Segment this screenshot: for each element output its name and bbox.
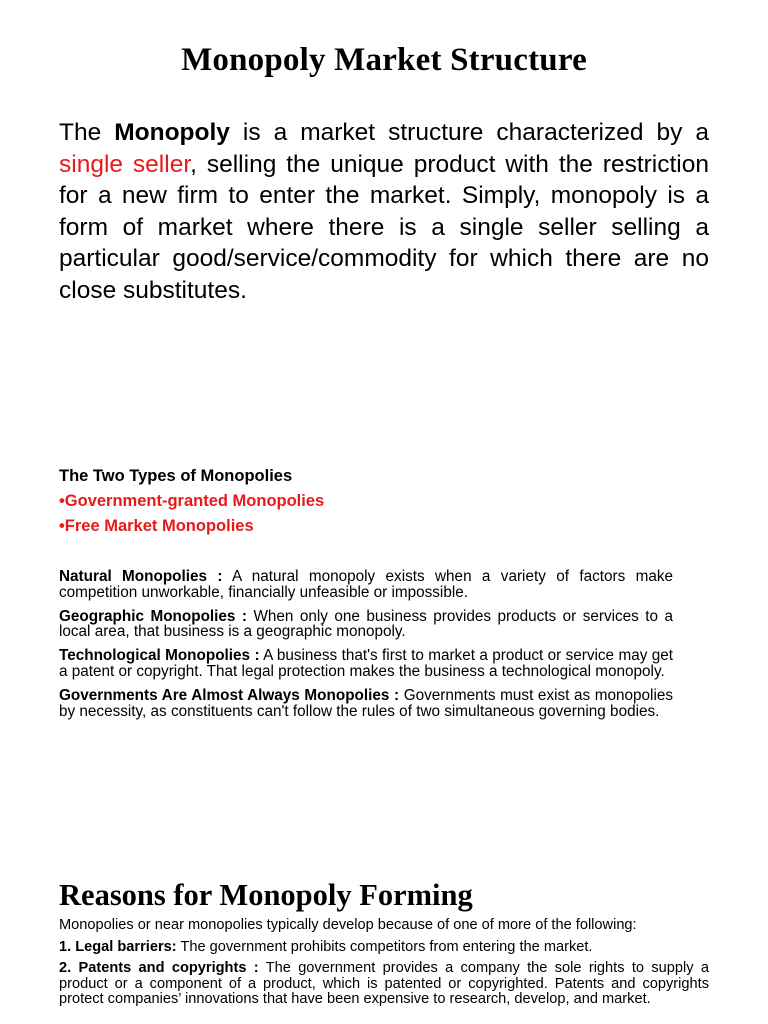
reasons-heading: Reasons for Monopoly Forming <box>59 878 473 912</box>
intro-part2: , selling the unique product with the restriction for a new firm to enter the market. Simply, monopoly is a form of market where there is a single seller selling a particular good/service/commodity for which there are no close substitutes. <box>59 150 710 304</box>
definition-text: When only one business provides products or services to a local area, that business is a geographic monopoly. <box>59 607 673 641</box>
definition-term: Natural Monopolies : <box>59 568 223 585</box>
intro-paragraph <box>59 117 709 307</box>
reason-label: 1. Legal barriers: <box>59 938 177 955</box>
types-item-free-market: •Free Market Monopolies <box>59 517 254 535</box>
definition-term: Governments Are Almost Always Monopolies : <box>59 686 400 704</box>
reasons-section <box>59 918 709 1014</box>
definition-technological <box>59 648 673 680</box>
definition-text: A business that's first to market a product or service may get a patent or copyright. That legal protection makes the business a technological monopoly. <box>59 647 673 680</box>
intro-term: Monopoly <box>114 119 230 146</box>
definitions-section <box>59 569 673 719</box>
reason-label: 2. Patents and copyrights : <box>59 960 259 977</box>
intro-lead: The <box>59 119 115 146</box>
definition-geographic <box>59 609 673 641</box>
monopoly-types-section <box>59 464 709 539</box>
definition-governments <box>59 688 673 720</box>
types-heading: The Two Types of Monopolies <box>59 467 293 485</box>
definition-term: Technological Monopolies : <box>59 647 260 665</box>
definition-term: Geographic Monopolies : <box>59 607 247 625</box>
reasons-intro: Monopolies or near monopolies typically develop because of one of more of the following: <box>59 917 637 933</box>
definition-text: Governments must exist as monopolies by necessity, as constituents can't follow the rules of two simultaneous governing bodies. <box>59 686 674 720</box>
page-title: Monopoly Market Structure <box>181 42 587 78</box>
reason-text: The government prohibits competitors from entering the market. <box>176 938 593 955</box>
intro-highlight: single seller <box>59 150 191 178</box>
reason-legal-barriers <box>59 940 709 956</box>
reason-patents <box>59 961 709 1008</box>
intro-part1: is a market structure characterized by a <box>229 119 709 146</box>
definition-natural <box>59 569 673 601</box>
types-item-government: •Government-granted Monopolies <box>59 492 325 510</box>
definition-text: A natural monopoly exists when a variety of factors make competition unworkable, financially unfeasible or impossible. <box>59 568 673 601</box>
reason-text: The government provides a company the sole rights to supply a product or a component of a product, which is patented or copyrighted. Patents and copyrights protect companies’ innovations that have been expensive to research, develop, and market. <box>59 960 709 1008</box>
